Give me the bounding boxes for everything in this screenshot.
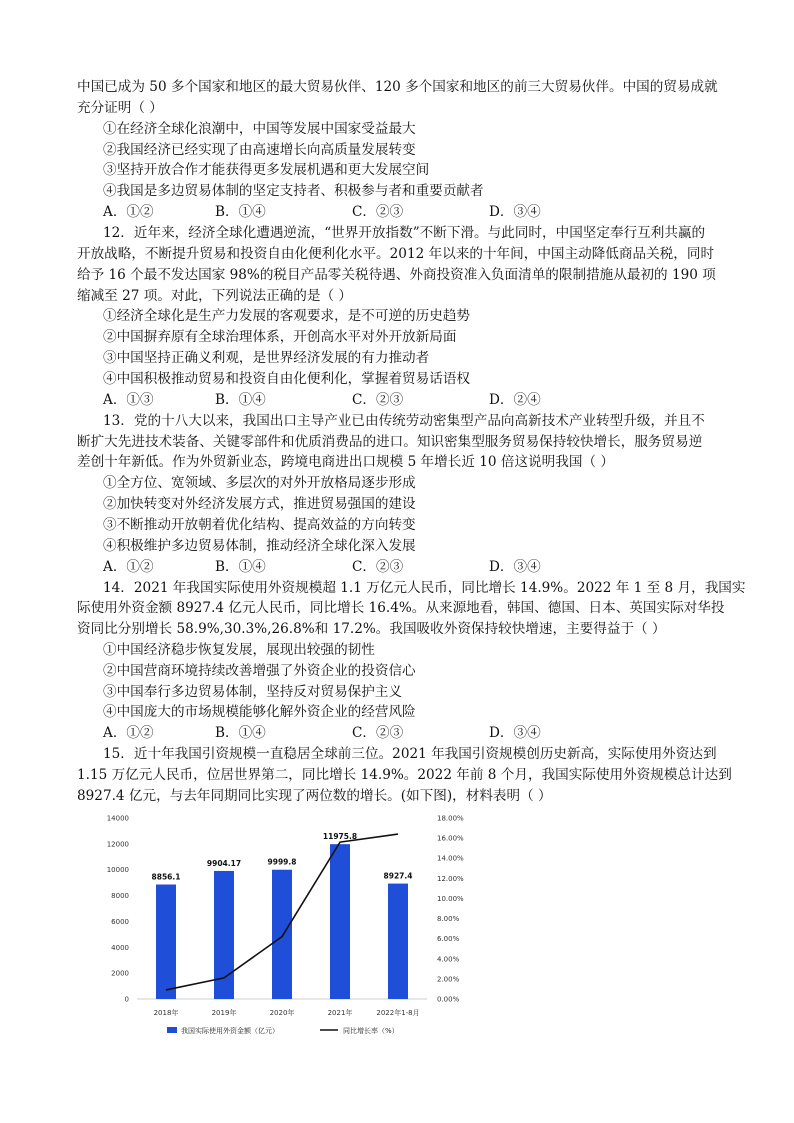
q14-option-c[interactable]: C．②③ [352, 725, 404, 741]
category-label: 2020年 [269, 1009, 295, 1017]
q13-item-1: ①全方位、宽领域、多层次的对外开放格局逐步形成 [103, 475, 416, 491]
q14-stem-line-3: 资同比分别增长 58.9%,30.3%,26.8%和 17.2%。我国吸收外资保持较快增速，主要得益于（ ） [77, 621, 666, 637]
bar-data-label: 8856.1 [151, 872, 181, 882]
q12-item-1: ①经济全球化是生产力发展的客观要求，是不可逆的历史趋势 [103, 308, 471, 324]
q14-option-d[interactable]: D．③④ [489, 725, 541, 741]
legend-bar-swatch [167, 1027, 177, 1033]
fdi-chart [95, 808, 495, 1048]
right-axis-tick: 8.00% [437, 915, 460, 924]
bar [272, 870, 292, 999]
q12-option-c[interactable]: C．②③ [352, 392, 404, 408]
q11-item-4: ④我国是多边贸易体制的坚定支持者、积极参与者和重要贡献者 [103, 183, 484, 199]
bar [156, 885, 176, 999]
q13-option-b[interactable]: B．①④ [215, 559, 266, 575]
right-axis-tick: 10.00% [437, 894, 464, 903]
q11-item-2: ②我国经济已经实现了由高速增长向高质量发展转变 [103, 142, 416, 158]
q12-option-b[interactable]: B．①④ [215, 392, 266, 408]
bar-data-label: 11975.8 [322, 832, 358, 842]
bar-data-label: 9999.8 [267, 857, 297, 867]
category-label: 2018年 [153, 1009, 179, 1017]
right-axis-tick: 16.00% [437, 834, 464, 843]
q14-item-3: ③中国奉行多边贸易体制，坚持反对贸易保护主义 [103, 684, 403, 700]
left-axis-tick: 12000 [106, 840, 129, 849]
q13-item-4: ④积极维护多边贸易体制，推动经济全球化深入发展 [103, 538, 416, 554]
left-axis-tick: 8000 [111, 892, 129, 901]
q11-item-1: ①在经济全球化浪潮中，中国等发展中国家受益最大 [103, 121, 416, 137]
right-axis-tick: 4.00% [437, 955, 460, 964]
bar-data-label: 8927.4 [383, 871, 413, 881]
right-axis-tick: 6.00% [437, 935, 460, 944]
q15-stem-line-1: 15．近十年我国引资规模一直稳居全球前三位。2021 年我国引资规模创历史新高，实际使用外资达到 [103, 746, 717, 762]
q14-option-a[interactable]: A．①② [103, 725, 154, 741]
category-label: 2022年1-8月 [376, 1009, 420, 1017]
left-axis-tick: 6000 [111, 917, 129, 926]
right-axis-tick: 14.00% [437, 854, 464, 863]
q13-option-c[interactable]: C．②③ [352, 559, 404, 575]
q14-stem-line-2: 际使用外资金额 8927.4 亿元人民币，同比增长 16.4%。从来源地看，韩国、德国、日本、英国实际对华投 [77, 600, 725, 616]
q12-option-d[interactable]: D．②④ [489, 392, 541, 408]
q13-item-2: ②加快转变对外经济发展方式，推进贸易强国的建设 [103, 496, 416, 512]
q13-stem-line-1: 13．党的十八大以来，我国出口主导产业已由传统劳动密集型产品向高新技术产业转型升级，并且不 [103, 413, 705, 429]
left-axis-tick: 14000 [106, 814, 129, 823]
q12-item-2: ②中国摒弃原有全球治理体系，开创高水平对外开放新局面 [103, 329, 457, 345]
q13-stem-line-3: 差创十年新低。作为外贸新业态，跨境电商进出口规模 5 年增长近 10 倍这说明我国（ ） [77, 454, 614, 470]
legend-bar-label: 我国实际使用外资金额（亿元） [181, 1027, 279, 1035]
q11-option-d[interactable]: D．③④ [489, 204, 541, 220]
q12-stem-line-3: 给予 16 个最不发达国家 98%的税目产品零关税待遇、外商投资准入负面清单的限制措施从最初的 190 项 [77, 267, 716, 283]
q12-item-3: ③中国坚持正确义利观，是世界经济发展的有力推动者 [103, 350, 430, 366]
q12-stem-line-2: 开放战略，不断提升贸易和投资自由化便利化水平。2012 年以来的十年间，中国主动降低商品关税，同时 [77, 246, 715, 262]
q14-option-b[interactable]: B．①④ [215, 725, 266, 741]
q13-option-d[interactable]: D．③④ [489, 559, 541, 575]
q15-stem-line-3: 8927.4 亿元，与去年同期同比实现了两位数的增长。(如下图)，材料表明（ ） [77, 788, 552, 804]
q11-stem-line-1: 中国已成为 50 多个国家和地区的最大贸易伙伴、120 多个国家和地区的前三大贸易伙伴。中国的贸易成就 [77, 79, 718, 95]
left-axis-tick: 4000 [111, 943, 129, 952]
q11-stem-line-2: 充分证明（ ） [77, 100, 163, 116]
q13-option-a[interactable]: A．①② [103, 559, 154, 575]
q11-option-c[interactable]: C．②③ [352, 204, 404, 220]
right-axis-tick: 2.00% [437, 975, 460, 984]
q12-option-a[interactable]: A．①③ [103, 392, 154, 408]
q11-option-b[interactable]: B．①④ [215, 204, 266, 220]
category-label: 2021年 [327, 1009, 353, 1017]
q14-item-1: ①中国经济稳步恢复发展，展现出较强的韧性 [103, 642, 375, 658]
category-label: 2019年 [211, 1009, 237, 1017]
q11-item-3: ③坚持开放合作才能获得更多发展机遇和更大发展空间 [103, 162, 430, 178]
q14-stem-line-1: 14．2021 年我国实际使用外资规模超 1.1 万亿元人民币，同比增长 14.9%。2022 年 1 至 8 月，我国实 [103, 580, 746, 596]
left-axis-tick: 2000 [111, 969, 129, 978]
right-axis-tick: 0.00% [437, 995, 460, 1004]
left-axis-tick: 0 [124, 995, 129, 1004]
q13-item-3: ③不断推动开放朝着优化结构、提高效益的方向转变 [103, 517, 416, 533]
q12-stem-line-4: 缩减至 27 项。对此，下列说法正确的是（ ） [77, 288, 352, 304]
q12-stem-line-1: 12．近年来，经济全球化遭遇逆流，“世界开放指数”不断下滑。与此同时，中国坚定奉行互利共赢的 [103, 225, 706, 241]
bar-data-label: 9904.17 [206, 858, 242, 868]
right-axis-tick: 18.00% [437, 814, 464, 823]
left-axis-tick: 10000 [106, 866, 129, 875]
bar [388, 884, 408, 999]
q12-item-4: ④中国积极推动贸易和投资自由化便利化，掌握着贸易话语权 [103, 371, 471, 387]
q14-item-2: ②中国营商环境持续改善增强了外资企业的投资信心 [103, 663, 416, 679]
q15-stem-line-2: 1.15 万亿元人民币，位居世界第二，同比增长 14.9%。2022 年前 8 个月，我国实际使用外资规模总计达到 [77, 767, 732, 783]
legend-line-label: 同比增长率（%） [343, 1027, 399, 1035]
q14-item-4: ④中国庞大的市场规模能够化解外资企业的经营风险 [103, 704, 416, 720]
right-axis-tick: 12.00% [437, 874, 464, 883]
q11-option-a[interactable]: A．①② [103, 204, 154, 220]
bar [330, 844, 350, 999]
q13-stem-line-2: 断扩大先进技术装备、关键零部件和优质消费品的进口。知识密集型服务贸易保持较快增长，服务贸易逆 [77, 434, 703, 450]
